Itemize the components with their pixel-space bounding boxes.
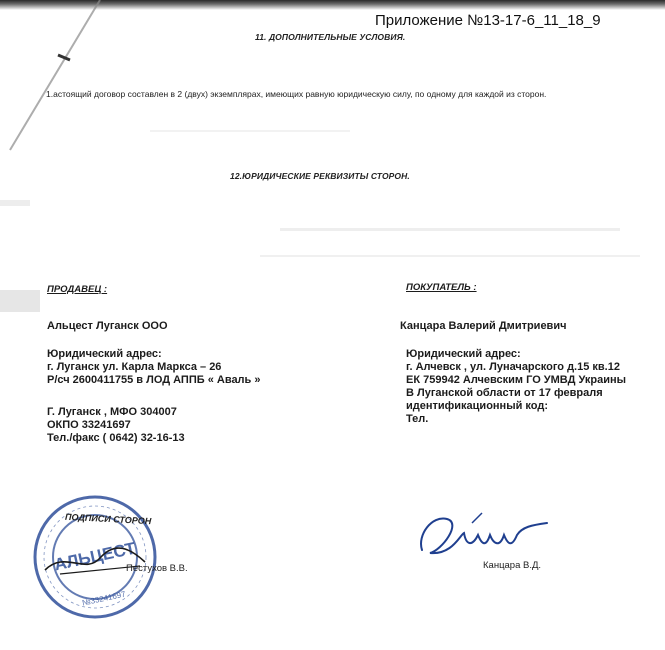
seller-bank-block [47, 406, 185, 445]
seller-address: г. Луганск ул. Карла Маркса – 26 [47, 361, 222, 373]
scan-fold-line [0, 0, 120, 160]
seller-block-label [47, 283, 107, 296]
buyer-address-block [406, 348, 626, 426]
appendix-number: Приложение №13-17-6_11_18_9 [375, 12, 601, 29]
seller-phone: Тел./факс ( 0642) 32-16-13 [47, 432, 185, 444]
buyer-block-label [406, 281, 477, 294]
buyer-phone: Тел. [406, 413, 429, 425]
buyer-address: г. Алчевск , ул. Луначарского д.15 кв.12 [406, 361, 620, 373]
buyer-signer-name: Канцара В.Д. [483, 560, 542, 571]
seller-account: Р/сч 2600411755 в ЛОД АППБ « Аваль » [47, 374, 261, 386]
seller-address-block [47, 348, 261, 387]
stamp-code: №33241697 [81, 589, 127, 608]
seller-city-mfo: Г. Луганск , МФО 304007 [47, 406, 177, 418]
seller-name: Альцест Луганск ООО [47, 320, 168, 332]
stamp-text: АЛЬЦЕСТ [52, 538, 138, 575]
buyer-address-label: Юридический адрес: [406, 348, 521, 360]
section-12-title: 12.ЮРИДИЧЕСКИЕ РЕКВИЗИТЫ СТОРОН. [230, 171, 410, 181]
buyer-passport: ЕК 759942 Алчевским ГО УМВД Украины [406, 374, 627, 386]
buyer-passport-date: В Луганской области от 17 февраля [406, 387, 603, 399]
section-11-title: 11. ДОПОЛНИТЕЛЬНЫЕ УСЛОВИЯ. [255, 32, 406, 42]
buyer-id-code: идентификационный код: [406, 400, 548, 412]
seller-name-block [47, 320, 168, 333]
buyer-name: Канцара Валерий Дмитриевич [400, 320, 567, 332]
signatures-title: ПОДПИСИ СТОРОН [64, 511, 152, 527]
section-11-clause: 1.астоящий договор составлен в 2 (двух) экземплярах, имеющих равную юридическую силу, по одному для каждой из сторон. [46, 89, 547, 99]
seller-signature-stroke [40, 540, 150, 580]
buyer-label: ПОКУПАТЕЛЬ : [406, 282, 477, 293]
buyer-name-block [400, 320, 566, 333]
seller-address-label: Юридический адрес: [47, 348, 162, 360]
seller-signer-name: Пестухов В.В. [126, 563, 188, 574]
seller-okpo: ОКПО 33241697 [47, 419, 131, 431]
seller-label: ПРОДАВЕЦ : [47, 284, 108, 295]
